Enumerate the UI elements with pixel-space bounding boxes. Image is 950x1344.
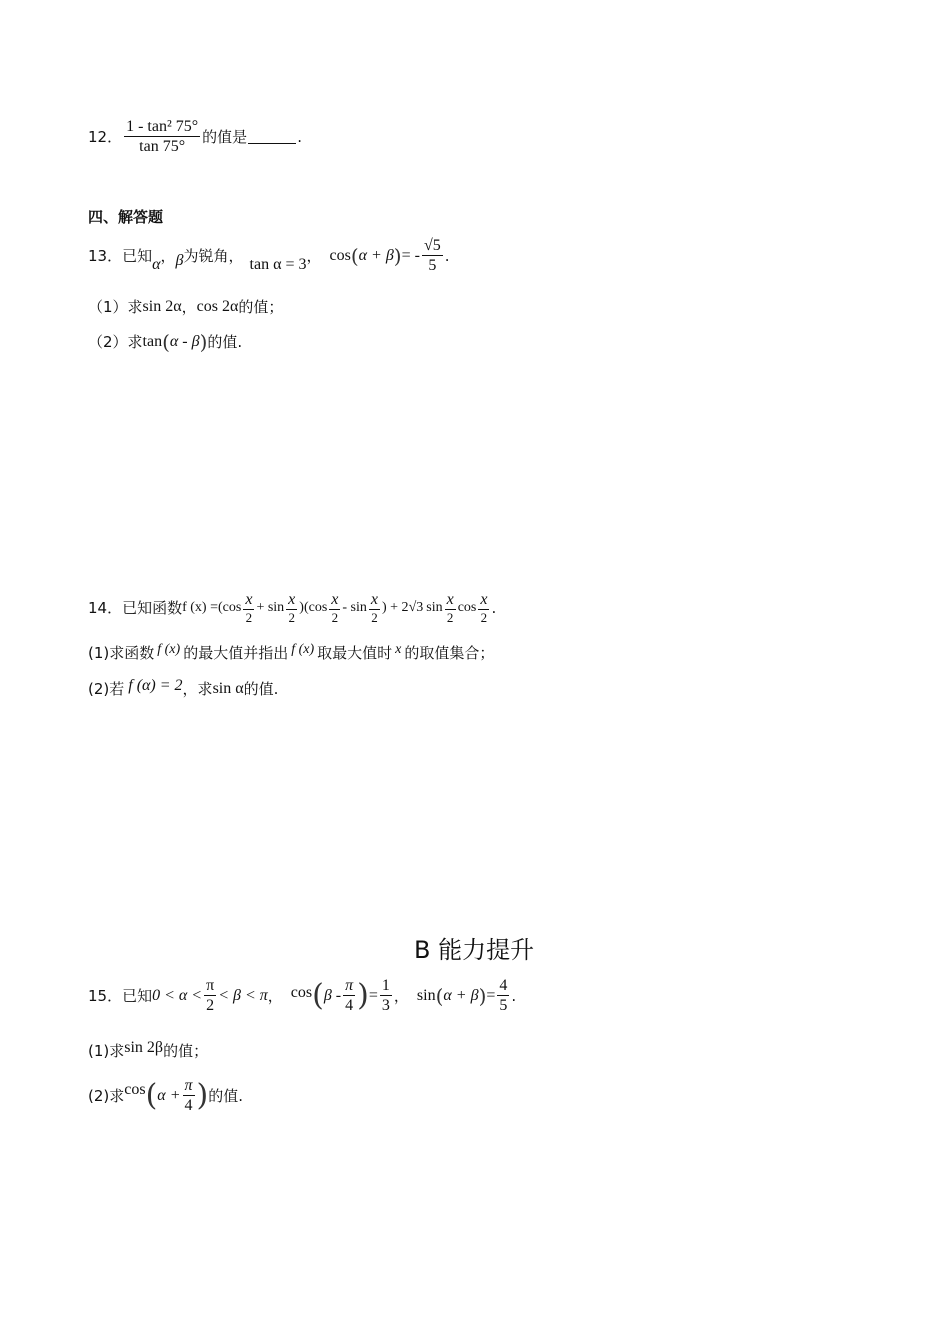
q15-part2-pi-over-4 xyxy=(183,1076,195,1115)
q15-part2-label: (2)求 xyxy=(88,1087,125,1106)
q15-part2-arg: α + xyxy=(157,1086,181,1104)
q15-part1-label: (1)求 xyxy=(88,1042,125,1060)
q13-part2-label: （2）求 xyxy=(88,333,143,351)
left-paren: ( xyxy=(350,243,359,268)
q15-part2-fn: cos xyxy=(124,1080,146,1098)
q13-stem xyxy=(88,236,450,275)
right-paren: ) xyxy=(478,983,487,1008)
q15-sep2: ， xyxy=(393,987,409,1006)
frac-den: 3 xyxy=(381,997,390,1015)
q14-part1-mid: 的最大值并指出 xyxy=(183,644,289,662)
right-paren: ) xyxy=(393,243,402,268)
frac-num: π xyxy=(204,976,216,996)
frac-num: 4 xyxy=(497,976,509,996)
q14-part2-cond: f (α) = 2 xyxy=(128,676,183,694)
left-paren: ( xyxy=(435,983,444,1008)
q14-sin: sin xyxy=(426,599,443,615)
q12-number: 12． xyxy=(88,128,123,147)
frac-num: 1 xyxy=(380,976,392,996)
q14-part1-f2: f (x) xyxy=(291,641,315,657)
left-paren: ( xyxy=(312,977,324,1013)
q14-end: . xyxy=(491,598,497,617)
q13-frac-num: √5 xyxy=(422,236,443,256)
q13-fraction xyxy=(422,236,443,275)
left-paren: ( xyxy=(145,1077,158,1113)
frac-den: 2 xyxy=(288,610,295,626)
q13-eq: = - xyxy=(401,246,420,264)
q14-frac-x2 xyxy=(369,590,380,626)
q13-sep2: ， xyxy=(306,247,322,266)
q14-number: 14． xyxy=(88,599,123,618)
q14-part1-mid2: 取最大值时 xyxy=(317,644,393,662)
q14-part1-label: (1)求函数 xyxy=(88,644,155,662)
q14-minus-sin: - sin xyxy=(342,599,367,615)
section-title: B 能力提升 xyxy=(414,936,535,964)
q13-cos: cos xyxy=(329,246,351,264)
q14-part2-expr: sin α xyxy=(212,679,244,697)
q15-sep: ， xyxy=(267,987,283,1006)
q13-number: 13． xyxy=(88,247,123,266)
q14-plus-sin: + sin xyxy=(256,599,285,615)
q12-suffix: 的值是 xyxy=(202,128,248,147)
q14-part1-tail: 的取值集合； xyxy=(404,644,495,662)
q15-sin-arg: α + β xyxy=(443,986,479,1004)
q13-part2-fn: tan xyxy=(142,332,163,350)
q14-part1-f1: f (x) xyxy=(157,641,181,657)
q14-frac-x2 xyxy=(243,590,254,626)
q13-intro: 已知 xyxy=(122,247,153,266)
q13-alpha: α xyxy=(152,255,161,273)
q13-part2 xyxy=(88,331,242,352)
q14-mid: )(cos xyxy=(299,599,328,615)
section-heading: 四、解答题 xyxy=(88,208,164,226)
q14-part2-mid: ，求 xyxy=(182,680,213,698)
right-paren: ) xyxy=(199,329,208,354)
q14-intro: 已知函数 xyxy=(122,599,183,618)
frac-den: 4 xyxy=(345,997,354,1015)
q15-eq2: = xyxy=(486,986,496,1004)
frac-num: x xyxy=(243,590,254,610)
q15-beta-minus: β - xyxy=(323,986,342,1004)
q14-sqrt3: √3 xyxy=(408,599,424,615)
q14-part2-label: (2)若 xyxy=(88,680,125,698)
q15-stem xyxy=(88,976,516,1015)
q13-part2-tail: 的值. xyxy=(207,333,243,351)
answer-blank xyxy=(248,129,296,144)
q13-sep: ， xyxy=(160,247,176,266)
q12-fraction xyxy=(124,117,200,156)
frac-num: x xyxy=(369,590,380,610)
q15-eq: = xyxy=(368,986,378,1004)
q15-pi-over-4 xyxy=(343,976,355,1015)
frac-num: x xyxy=(445,590,456,610)
q14-frac-x2 xyxy=(445,590,456,626)
q14-close-plus: ) + 2 xyxy=(382,599,409,615)
frac-den: 2 xyxy=(371,610,378,626)
q15-part1-expr: sin 2β xyxy=(124,1038,164,1056)
right-paren: ) xyxy=(196,1077,209,1113)
q15-part1 xyxy=(88,1040,208,1061)
frac-den: 5 xyxy=(499,997,508,1015)
q15-one-third xyxy=(380,976,392,1015)
q15-ineq-a: 0 < α < xyxy=(152,986,203,1004)
right-paren: ) xyxy=(357,977,369,1013)
q13-part1-tail: 的值； xyxy=(238,298,284,316)
q13-part1-expr1: sin 2α xyxy=(142,297,182,315)
q15-sin: sin xyxy=(416,986,436,1004)
frac-den: 2 xyxy=(206,997,215,1015)
q15-cos: cos xyxy=(290,983,313,1001)
q13-beta: β xyxy=(175,251,184,269)
left-paren: ( xyxy=(162,329,170,354)
q14-part2-tail: 的值. xyxy=(243,680,279,698)
q14-part1-x: x xyxy=(395,641,402,657)
frac-num: π xyxy=(343,976,355,996)
q15-part2 xyxy=(88,1076,243,1115)
q12-end: . xyxy=(297,127,302,146)
q13-tan-cond: tan α = 3 xyxy=(249,255,307,273)
q12-numerator: 1 - tan² 75° xyxy=(124,117,200,137)
frac-den: 2 xyxy=(480,610,488,626)
q15-intro: 已知 xyxy=(122,987,153,1006)
q14-part1 xyxy=(88,642,494,663)
q13-cos-arg: α + β xyxy=(358,246,394,264)
frac-num: x xyxy=(329,590,340,610)
q14-frac-x2 xyxy=(286,590,297,626)
q13-part1-sep: ， xyxy=(181,298,197,316)
q12 xyxy=(88,117,302,156)
q15-end: . xyxy=(511,986,517,1005)
q14-fx: f (x) =(cos xyxy=(182,599,242,615)
frac-den: 2 xyxy=(245,610,253,626)
q13-frac-den: 5 xyxy=(428,257,437,275)
q14-frac-x2 xyxy=(329,590,340,626)
frac-den: 2 xyxy=(331,610,339,626)
frac-den: 2 xyxy=(446,610,454,626)
q15-four-fifths xyxy=(497,976,509,1015)
q15-number: 15． xyxy=(88,987,123,1006)
frac-den: 4 xyxy=(184,1097,193,1115)
q14-cos: cos xyxy=(457,599,477,615)
q15-part1-tail: 的值； xyxy=(163,1042,209,1060)
frac-num: x xyxy=(286,590,297,610)
q14-frac-x2 xyxy=(478,590,489,626)
q13-part1-expr2: cos 2α xyxy=(196,297,239,315)
q15-part2-tail: 的值. xyxy=(208,1087,244,1106)
q13-acute: 为锐角， xyxy=(183,247,244,266)
frac-num: x xyxy=(478,590,489,610)
q14-part2 xyxy=(88,678,278,699)
q15-pi-over-2 xyxy=(204,976,216,1015)
q13-end: . xyxy=(444,246,450,265)
frac-num: π xyxy=(183,1076,195,1096)
q15-ineq-b: < β < π xyxy=(218,986,268,1004)
q12-denominator: tan 75° xyxy=(139,138,186,156)
q14-stem xyxy=(88,590,496,626)
q13-part2-arg: α - β xyxy=(169,332,200,350)
q13-part1 xyxy=(88,296,283,317)
q13-part1-label: （1）求 xyxy=(88,298,143,316)
